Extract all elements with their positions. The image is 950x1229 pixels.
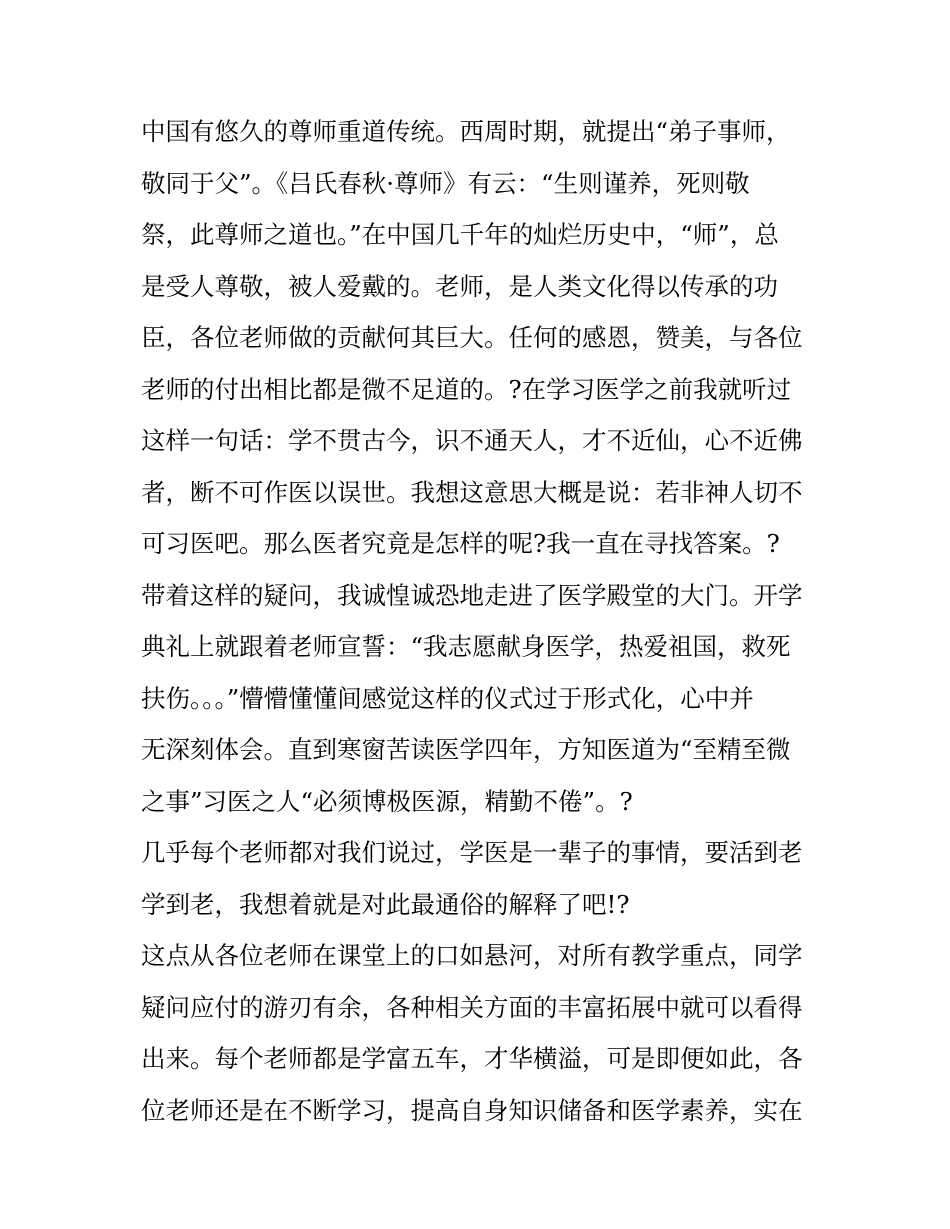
text-line: 典礼上就跟着老师宣誓：“我志愿献身医学，热爱祖国，救死 bbox=[141, 632, 791, 661]
text-line: 者，断不可作医以误世。我想这意思大概是说：若非神人切不 bbox=[141, 477, 803, 507]
text-line: 位老师还是在不断学习，提高自身知识储备和医学素养，实在 bbox=[141, 1095, 803, 1125]
text-line: 扶伤。。。”懵懵懂懂间感觉这样的仪式过于形式化，心中并 bbox=[141, 683, 754, 713]
text-line: 臣，各位老师做的贡献何其巨大。任何的感恩，赞美，与各位 bbox=[141, 323, 803, 352]
text-line: 这点从各位老师在课堂上的口如悬河，对所有教学重点，同学 bbox=[141, 941, 803, 970]
text-line: 可习医吧。那么医者究竟是怎样的呢?我一直在寻找答案。? bbox=[141, 529, 780, 558]
text-line: 是受人尊敬，被人爱戴的。老师，是人类文化得以传承的功 bbox=[141, 271, 778, 301]
text-line: 之事”习医之人“必须博极医源，精勤不倦”。? bbox=[141, 786, 633, 816]
text-line: 敬同于父”。《吕氏春秋·尊师》有云：“生则谨养，死则敬 bbox=[141, 168, 750, 198]
text-line: 出来。每个老师都是学富五车，才华横溢，可是即便如此，各 bbox=[141, 1044, 803, 1073]
text-line: 无深刻体会。直到寒窗苦读医学四年，方知医道为“至精至微 bbox=[141, 735, 791, 764]
text-line: 祭，此尊师之道也。”在中国几千年的灿烂历史中，“师”，总 bbox=[141, 220, 779, 249]
text-line: 老师的付出相比都是微不足道的。?在学习医学之前我就听过 bbox=[141, 374, 792, 404]
text-line: 中国有悠久的尊师重道传统。西周时期，就提出“弟子事师， bbox=[141, 117, 791, 146]
text-line: 几乎每个老师都对我们说过，学医是一辈子的事情，要活到老 bbox=[141, 838, 803, 867]
text-line: 学到老，我想着就是对此最通俗的解释了吧!? bbox=[141, 889, 630, 919]
text-line: 疑问应付的游刃有余，各种相关方面的丰富拓展中就可以看得 bbox=[141, 992, 803, 1022]
body-text bbox=[141, 106, 821, 1136]
text-line: 带着这样的疑问，我诚惶诚恐地走进了医学殿堂的大门。开学 bbox=[141, 580, 803, 610]
text-line: 这样一句话：学不贯古今，识不通天人，才不近仙，心不近佛 bbox=[141, 426, 803, 455]
